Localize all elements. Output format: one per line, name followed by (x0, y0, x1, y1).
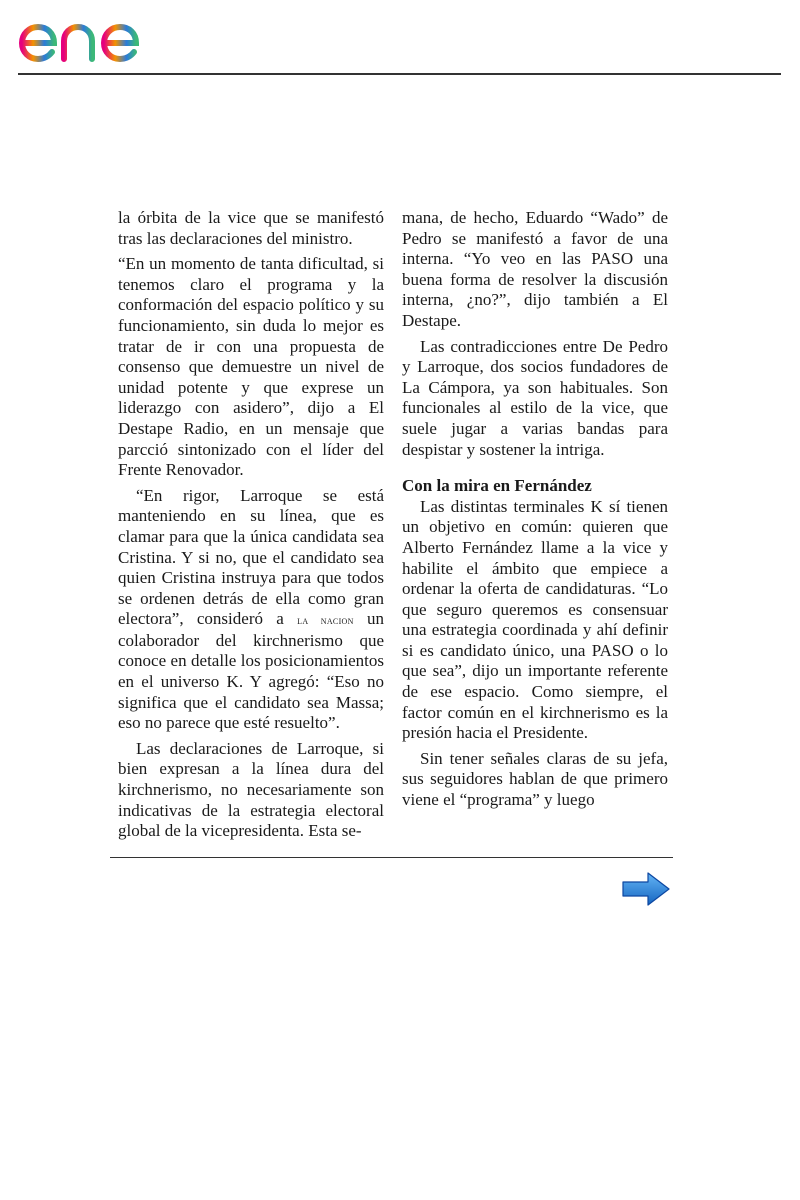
paragraph-right-3: Las distintas terminales K sí tienen un objetivo en común: quieren que Alberto Fernández llame a la vice y habilite el ámbito que empiece a ordenar la oferta de candidaturas. “Lo que seguro queremos es consensuar una estrategia coordinada y ahí definir si es candidato único, una PASO o lo que sea”, dijo un importante referente de ese espacio. Como siempre, el factor común en el kirchnerismo es la presión hacia el Presidente. (402, 496, 668, 743)
subheading: Con la mira en Fernández (402, 476, 592, 496)
paragraph-right-1: mana, de hecho, Eduardo “Wado” de Pedro se manifestó a favor de una interna. “Yo veo en las PASO una buena forma de resolver la discusión interna, ¿no?”, dijo también a El Destape. (402, 208, 668, 330)
header-divider (18, 73, 781, 75)
enel-logo-graphic (18, 6, 178, 66)
header (0, 0, 800, 76)
paragraph-left-1: la órbita de la vice que se manifestó tras las declaraciones del ministro. (118, 208, 384, 248)
article-column-right (402, 208, 668, 816)
article-column-left (118, 208, 384, 847)
paragraph-left-3-before: “En rigor, Larroque se está manteniendo en su línea, que es clamar para que la única candidata sea Cristina. Y si no, que el candidato sea quien Cristina instruya para que todos se ordenen detrás de ella como gran electora”, consideró a (118, 485, 384, 629)
enel-logo (18, 6, 178, 71)
paragraph-left-4: Las declaraciones de Larroque, si bien expresan a la línea dura del kirchnerismo, no necesariamente son indicativas de la estrategia electoral global de la vicepresidenta. Esta se- (118, 738, 384, 841)
right-arrow-icon[interactable] (620, 870, 672, 908)
next-page-button[interactable] (620, 870, 672, 908)
paragraph-right-4: Sin tener señales claras de su jefa, sus seguidores hablan de que primero viene el “programa” y luego (402, 748, 668, 810)
source-la-nacion: la nacion (297, 613, 354, 628)
paragraph-left-3 (118, 486, 384, 734)
footer-divider (110, 857, 673, 858)
paragraph-left-2: “En un momento de tanta dificultad, si tenemos claro el programa y la conformación del espacio político y su funcionamiento, sin duda lo mejor es tratar de ir con una propuesta de consenso que demuestre un nivel de unidad potente y que exprese un liderazgo con asidero”, dijo a El Destape Radio, en un mensaje que parcció sintonizado con el líder del Frente Renovador. (118, 254, 384, 480)
paragraph-left-3-after: un colaborador del kirchnerismo que conoce en detalle los posicionamientos en el universo K. Y agregó: “Eso no significa que el candidato sea Massa; eso no parece que esté resuelto”. (118, 609, 384, 733)
paragraph-right-2: Las contradicciones entre De Pedro y Larroque, dos socios fundadores de La Cámpora, ya son habituales. Son funcionales al estilo de la vice, que suele jugar a varias bandas para despistar y sostener la intriga. (402, 336, 668, 459)
